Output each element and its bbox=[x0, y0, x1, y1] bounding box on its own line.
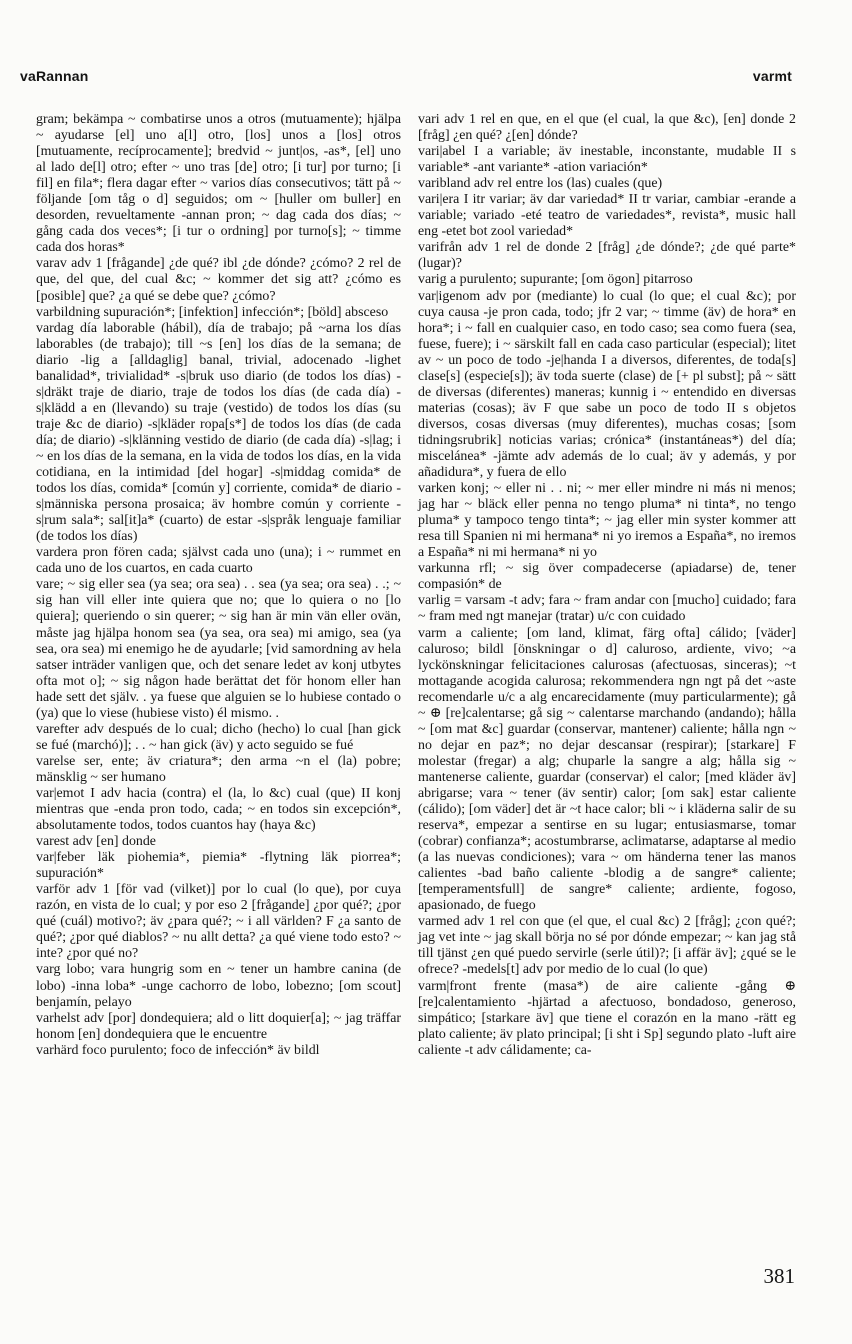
entry: var|igenom adv por (mediante) lo cual (lo que; el cual &c); por cuya causa -je pron cada, todo; jfr 2 var; ~ timme (äv) de hora* en hora*; i ~ fall en cualquier caso, en todo caso; sea como fuera (sea, fuese, fuere); i ~ särskilt fall en cada caso particular (especial); litet av ~ un poco de todo -je|handa I a diversos, diferentes, de toda[s] clase[s] (especie[s]); äv toda suerte (clase) de [+ pl subst]; på ~ sätt de diversas (diferentes) maneras; kunnig i ~ entendido en diversas materias (cosas); äv F que sabe un poco de todo II s objetos diversos, cosas diversas (muy diferentes), muchas cosas; [som tidningsrubrik] noticias varias; crónica* (instantáneas*) del día; miscelánea* -jämte adv además de lo cual; äv y además, y por añadidura*, y fuera de ello bbox=[418, 288, 796, 481]
entry: varför adv 1 [för vad (vilket)] por lo cual (lo que), por cuya razón, en vista de lo cual; y por eso 2 [frågande] ¿por qué?; ¿por qué (cuál) motivo?; äv ¿para qué?; ~ i all världen? F ¿a santo de qué?; ¿por qué diablos? ~ nu allt detta? ¿a qué viene todo esto? ~ inte? ¿por qué no? bbox=[36, 882, 401, 962]
entry: vari adv 1 rel en que, en el que (el cual, la que &c), [en] donde 2 [fråg] ¿en qué? ¿[en] dónde? bbox=[418, 112, 796, 144]
left-column bbox=[36, 112, 401, 1059]
running-head-right: varmt bbox=[752, 68, 792, 84]
entry: var|emot I adv hacia (contra) el (la, lo &c) cual (que) II konj mientras que -enda pron todo, cada; ~ en todos sin excepción*, absolutamente todos, todos cuantos hay (haya &c) bbox=[36, 785, 401, 834]
entry: vardera pron fören cada; självst cada uno (una); i ~ rummet en cada uno de los cuartos, en cada cuarto bbox=[36, 545, 401, 577]
entry: varhärd foco purulento; foco de infección* äv bildl bbox=[36, 1042, 320, 1058]
entry: varkunna rfl; ~ sig över compadecerse (apiadarse) de, tener compasión* de bbox=[418, 561, 796, 593]
entry: varifrån adv 1 rel de donde 2 [fråg] ¿de dónde?; ¿de qué parte* (lugar)? bbox=[418, 240, 796, 272]
entry: varibland adv rel entre los (las) cuales (que) bbox=[418, 176, 663, 192]
entry: varm|front frente (masa*) de aire caliente -gång ⊕ [re]calentamiento -hjärtad a afectuoso, bondadoso, generoso, simpático; [starkare äv] que tiene el corazón en la mano -rätt eg plato caliente; äv plato principal; [i sht i Sp] segundo plato -luft aire caliente -t adv cálidamente; ca- bbox=[418, 978, 796, 1058]
entry: varest adv [en] donde bbox=[36, 834, 156, 850]
entry: varav adv 1 [frågande] ¿de qué? ibl ¿de dónde? ¿cómo? 2 rel de que, del que, del cual &c; ~ kommer det sig att? ¿cómo es [posible] que? ¿a qué se debe que? ¿cómo? bbox=[36, 256, 401, 304]
entry: varmed adv 1 rel con que (el que, el cual &c) 2 [fråg]; ¿con qué?; jag vet inte ~ jag skall börja no sé por dónde empezar; ~ kan jag stå till tjänst ¿en qué puedo servirle (serle útil)?; [i affär äv]; ¿qué se le ofrece? -medels[t] adv por medio de lo cual (lo que) bbox=[418, 914, 796, 978]
entry: varm a caliente; [om land, klimat, färg ofta] cálido; [väder] caluroso; bildl [önskningar o d] caluroso, ardiente, vivo; ~a lyckönskningar felicitaciones calurosas (afectuosas, sinceras); ~t mottagande acogida calurosa; rekommendera ngn ngt på det ~aste recomendarle u/c a alg encarecidamente (muy particularmente); gå ~ ⊕ [re]calentarse; gå sig ~ calentarse marchando (andando); hålla ~ [om mat &c] guardar (conservar, mantener) caliente; hålla ngn ~ no dejar en paz*; no dejar descansar (respirar); [starkare] F molestar (fregar) a alg; chuparle la sangre a alg; hålla sig ~ mantenerse caliente, guardar (conservar) el calor; [med kläder äv] abrigarse; vara ~ tener (äv sentir) calor; [om sak] estar caliente (cálido); [om väder] det är ~t hace calor; bli ~ i kläderna salir de su reserva*, empezar a sentirse en su lugar; entusiasmarse, tomar (cobrar) confianza*; acostumbrarse, aclimatarse, adaptarse al medio (a las nuevas condiciones); vara ~ om händerna tener las manos calientes -bad baño caliente -blodig a de sangre* caliente; [temperamentsfull] de sangre* caliente; ardiente, fogoso, apasionado, de fuego bbox=[418, 625, 796, 914]
page-number: 381 bbox=[763, 1264, 795, 1288]
entry: varig a purulento; supurante; [om ögon] pitarroso bbox=[418, 272, 693, 288]
entry: varelse ser, ente; äv criatura*; den arma ~n el (la) pobre; mänsklig ~ ser humano bbox=[36, 753, 401, 785]
entry: vare; ~ sig eller sea (ya sea; ora sea) . . sea (ya sea; ora sea) . .; ~ sig han vill eller inte quiera que no; que lo quiera o no [lo quiera]; queriendo o sin querer; ~ sig han är min vän eller ovän, måste jag hjälpa honom sea (ya sea, ora sea) mi amigo, sea (ya sea, ora sea) mi enemigo he de ayudarle; [vid samordning av hela satser inträder vanligen que, och det senare ledet av konj utbytes ofta mot o]; ~ sig någon hade berättat det för honom eller han hade sett det själv. . ya fuese que alguien se lo hubiese contado o (ya) que lo viese (hubiese visto) él mismo. . bbox=[36, 577, 401, 721]
entry: varbildning supuración*; [infektion] infección*; [böld] absceso bbox=[36, 304, 389, 320]
entry: varken konj; ~ eller ni . . ni; ~ mer eller mindre ni más ni menos; jag har ~ bläck eller penna no tengo pluma* ni tinta*, no tengo pluma* y tampoco tengo tinta*; ~ jag eller min syster kommer att resa till Spanien ni mi hermana* ni yo iremos a España*, no iremos a España* ni mi hermana* ni yo bbox=[418, 481, 796, 561]
entry: varefter adv después de lo cual; dicho (hecho) lo cual [han gick se fué (marchó)]; . . ~ han gick (äv) y acto seguido se fué bbox=[36, 721, 401, 753]
entry: vari|era I itr variar; äv dar variedad* II tr variar, cambiar -erande a variable; variado -eté teatro de variedades*, revista*, music hall eng -etet bot zool variedad* bbox=[418, 192, 796, 240]
running-head-left: vaRannan bbox=[20, 68, 89, 84]
entry: varg lobo; vara hungrig som en ~ tener un hambre canina (de lobo) -inna loba* -unge cachorro de lobo, lobezno; [om scout] benjamín, pelayo bbox=[36, 962, 401, 1010]
entry: vari|abel I a variable; äv inestable, inconstante, mudable II s variable* -ant variante* -ation variación* bbox=[418, 144, 796, 176]
entry: varhelst adv [por] dondequiera; ald o litt doquier[a]; ~ jag träffar honom [en] dondequiera que le encuentre bbox=[36, 1010, 401, 1042]
entry: varlig = varsam -t adv; fara ~ fram andar con [mucho] cuidado; fara ~ fram med ngt manejar (tratar) u/c con cuidado bbox=[418, 593, 796, 625]
entry: var|feber läk piohemia*, piemia* -flytning läk piorrea*; supuración* bbox=[36, 850, 401, 882]
entry: vardag día laborable (hábil), día de trabajo; på ~arna los días laborables (de trabajo); till ~s [en] los días de la semana; de diario -lig a [alldaglig] banal, trivial, adocenado -lighet banalidad*, trivialidad* -s|bruk uso diario (de todos los días) -s|dräkt traje de diario, traje de todos los días (de cada día) -s|klädd a en (llevando) su traje (vestido) de todos los días (su traje &c de diario) -s|kläder ropa[s*] de todos los días (de cada día; de diario) -s|klänning vestido de diario (de cada día) -s|lag; i ~ en los días de la semana, en la vida de todos los días, en la vida cotidiana, en la intimidad [del hogar] -s|middag comida* de todos los días, comida* [común y] corriente, comida* de diario -s|människa persona prosaica; äv hombre común y corriente -s|rum sala*; sal[it]a* (cuarto) de estar -s|språk lenguaje familiar (de todos los días) bbox=[36, 320, 401, 545]
right-column bbox=[418, 112, 796, 1059]
entry: gram; bekämpa ~ combatirse unos a otros (mutuamente); hjälpa ~ ayudarse [el] uno a[l] otro, [los] unos a [los] otros [mutuamente, recíprocamente]; bredvid ~ junt|os, -as*, [el] uno al lado de[l] otro; efter ~ uno tras [de] otro; [i tur] por turno; [i fil] en fila*; flera dagar efter ~ varios días consecutivos; tätt på ~ följande [om tåg o d] seguidos; om ~ [huller om buller] en desorden, revueltamente -annan pron; ~ dag cada dos días; ~ gång cada dos veces*; [i tur o ordning] por turno[s]; ~ timme cada dos horas* bbox=[36, 112, 401, 256]
